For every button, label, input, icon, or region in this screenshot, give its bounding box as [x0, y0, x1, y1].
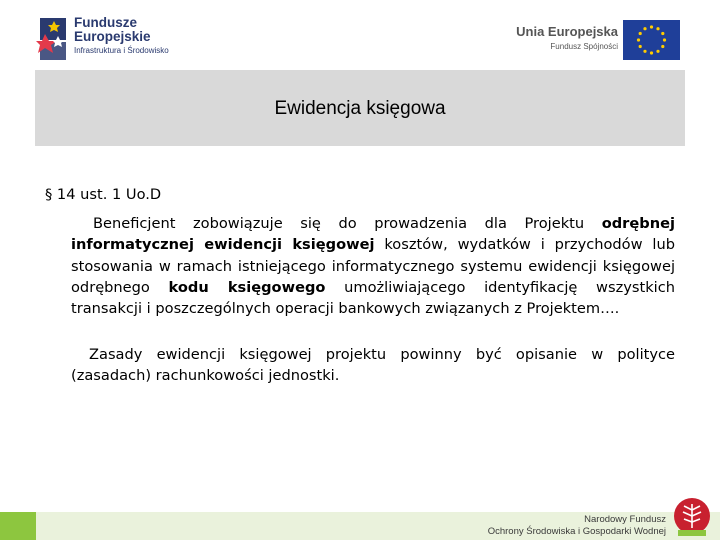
slide-title: Ewidencja księgowa — [274, 98, 446, 119]
fundusze-europejskie-mark-icon — [36, 14, 76, 62]
fe-logo-subtitle: Infrastruktura i Środowisko — [74, 46, 169, 55]
fundusze-europejskie-logo — [36, 12, 206, 66]
section-heading: § 14 ust. 1 Uo.D — [45, 186, 162, 203]
paragraph-1-bold-a: odrębnej informatycznej ewidencji księgowej — [71, 215, 675, 254]
paragraph-1 — [71, 213, 675, 319]
slide-content — [45, 184, 675, 387]
paragraph-1-text-b: kosztów, wydatków i przychodów lub stosowania w ramach istniejącego informatycznego systemu ewidencji księgowej odrębnego — [71, 236, 675, 296]
nfosigw-emblem-icon — [672, 496, 712, 538]
ue-logo-subtitle: Fundusz Spójności — [550, 42, 618, 51]
unia-europejska-logo — [505, 18, 680, 62]
paragraph-1-bold-b: kodu księgowego — [168, 278, 326, 296]
paragraph-1-text-c: umożliwiającego identyfikację wszystkich transakcji i poszczególnych operacji bankowych związanych z Projektem…. — [71, 278, 675, 318]
title-band — [35, 70, 685, 146]
eu-flag-icon — [623, 20, 680, 60]
fe-logo-title-line2: Europejskie — [74, 29, 151, 44]
nf-logo-line1: Narodowy Fundusz — [584, 514, 666, 525]
footer-green-block — [0, 512, 36, 540]
paragraph-1-text-a: Beneficjent zobowiązuje się do prowadzenia dla Projektu — [93, 215, 602, 233]
nfosigw-logo — [480, 496, 716, 540]
nf-logo-line2: Ochrony Środowiska i Gospodarki Wodnej — [487, 526, 666, 537]
fe-logo-title-line1: Fundusze — [74, 15, 137, 30]
ue-logo-title: Unia Europejska — [516, 24, 618, 39]
paragraph-2: Zasady ewidencji księgowej projektu powinny być opisanie w polityce (zasadach) rachunkowości jednostki. — [71, 346, 675, 385]
